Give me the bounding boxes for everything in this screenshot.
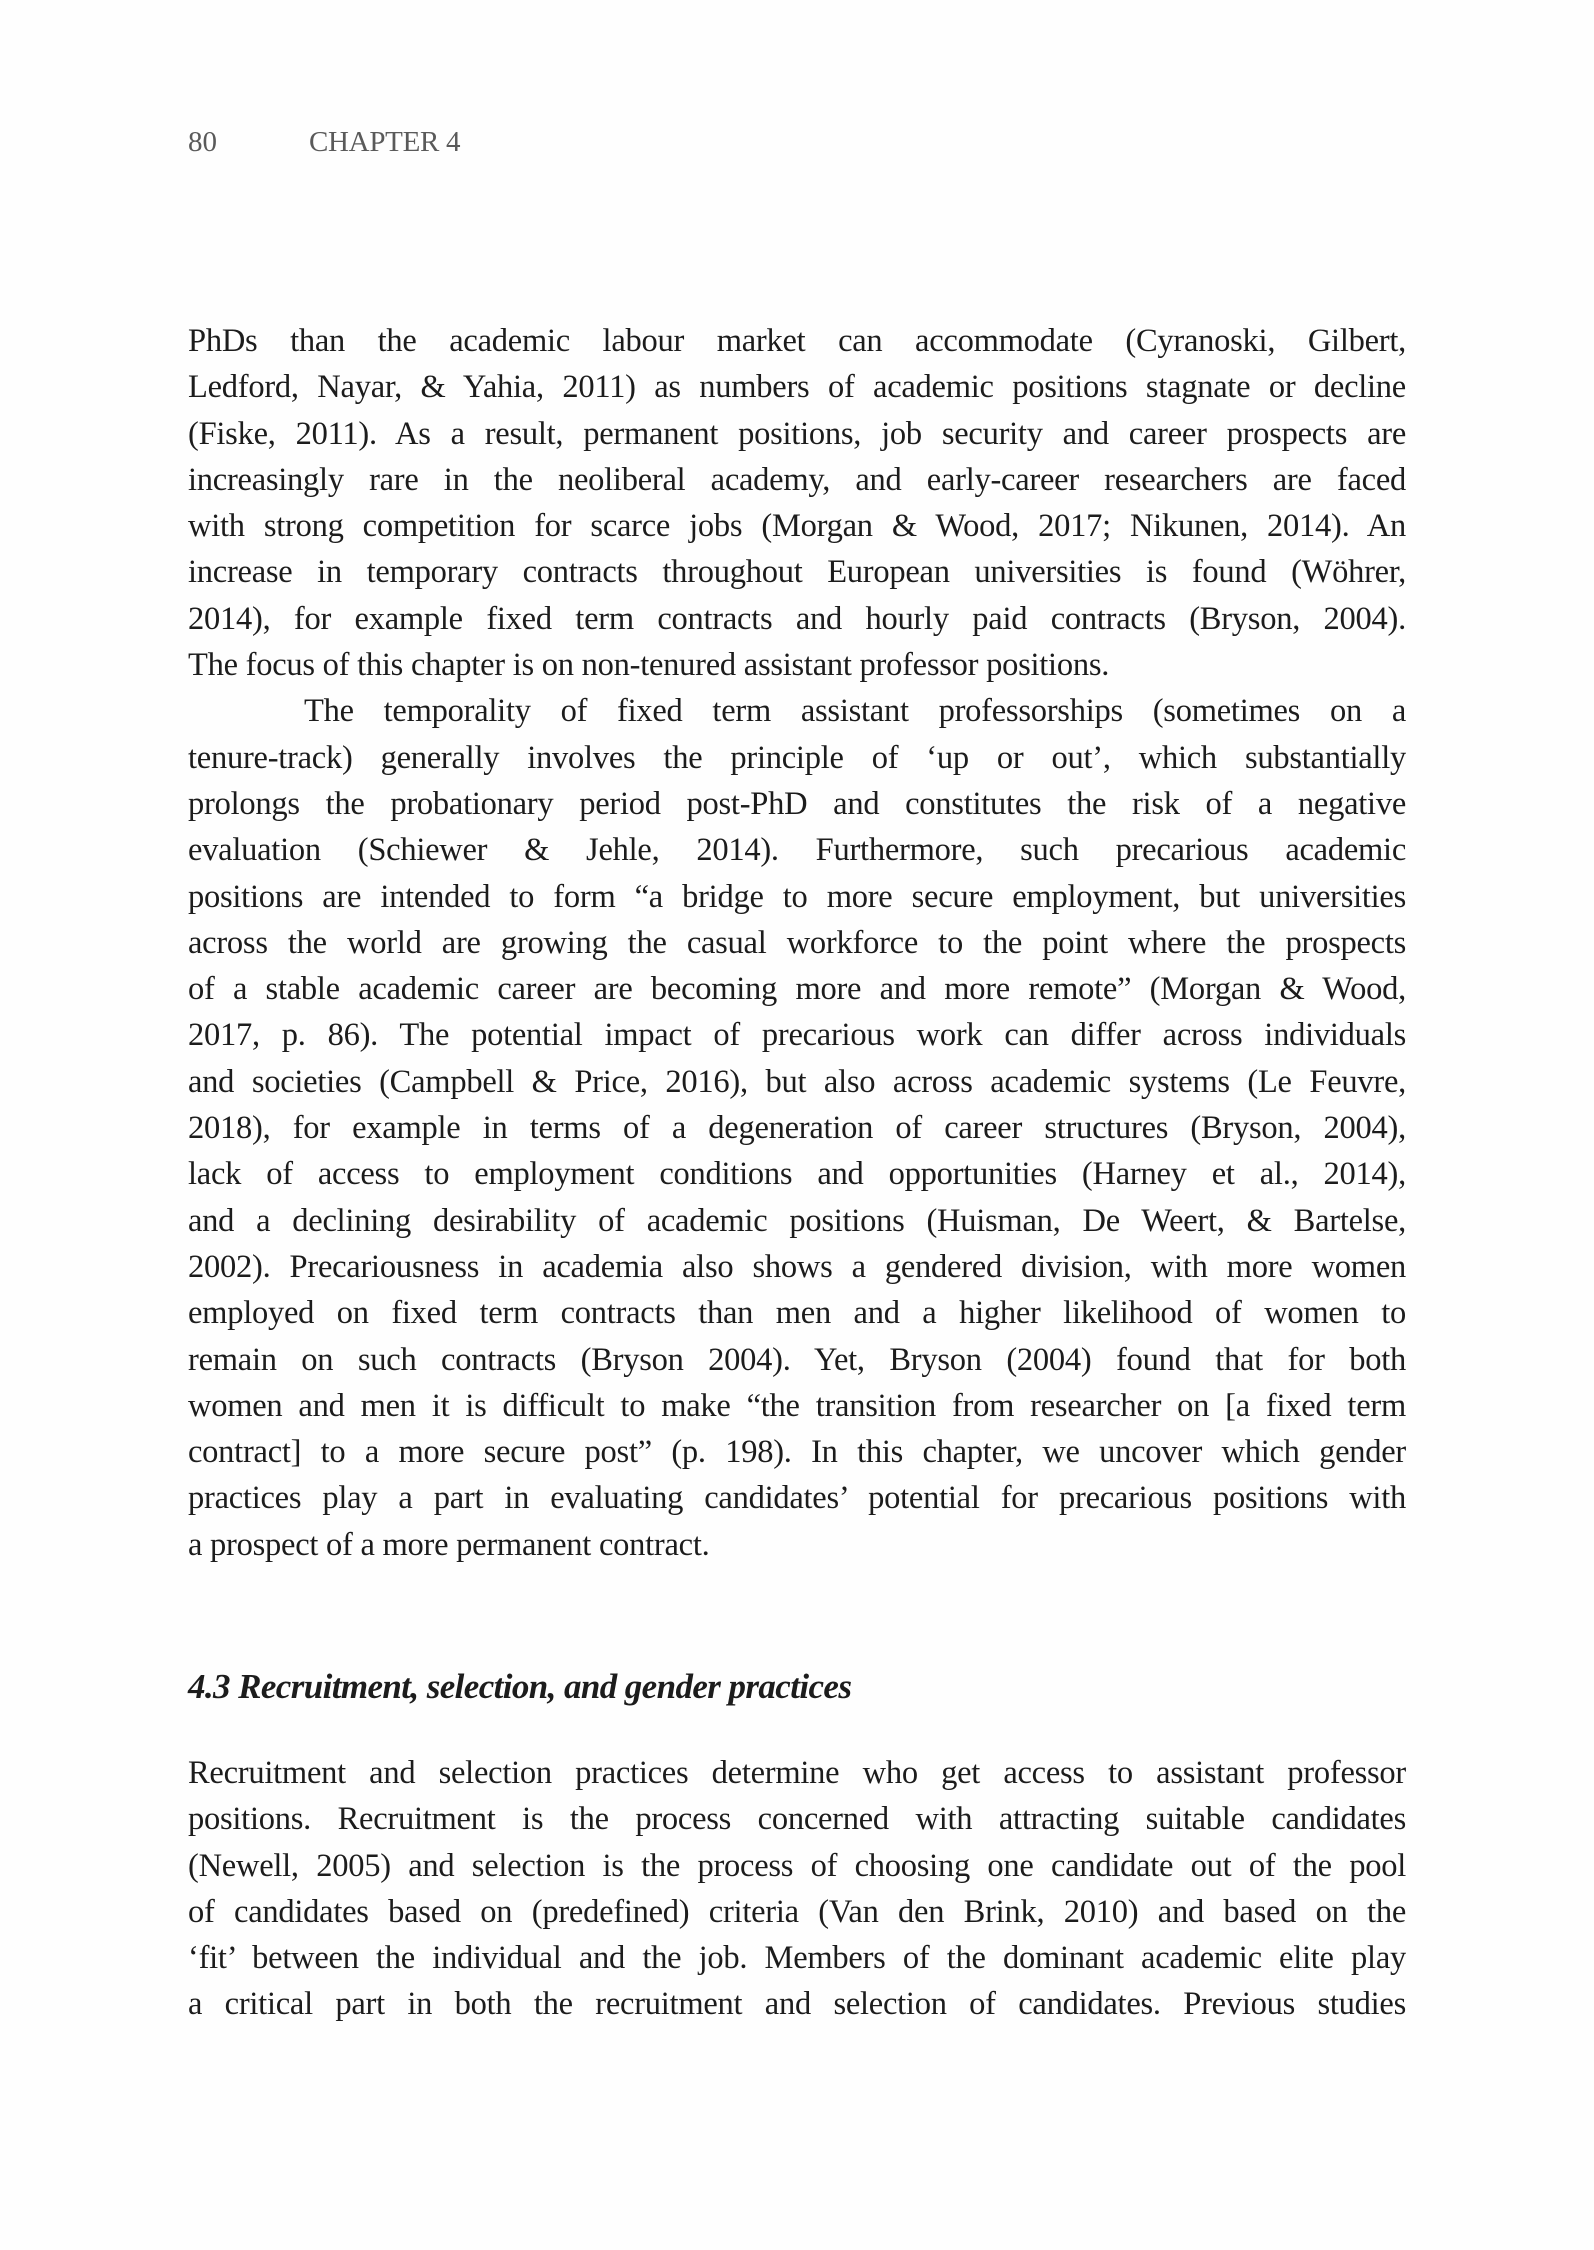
text-line: The focus of this chapter is on non-tenured assistant professor positions. [188, 647, 1110, 684]
text-line: a critical part in both the recruitment and selection of candidates. Previous studies [188, 1986, 1406, 2023]
text-line: The temporality of fixed term assistant professorships (sometimes on a [304, 693, 1406, 730]
text-line: with strong competition for scarce jobs (Morgan & Wood, 2017; Nikunen, 2014). An [188, 508, 1406, 545]
text-line: contract] to a more secure post” (p. 198). In this chapter, we uncover which gender [188, 1434, 1406, 1471]
text-line: of candidates based on (predefined) criteria (Van den Brink, 2010) and based on the [188, 1893, 1406, 1930]
text-line: positions are intended to form “a bridge to more secure employment, but universities [188, 878, 1406, 915]
text-line: tenure-track) generally involves the principle of ‘up or out’, which substantially [188, 739, 1406, 776]
paragraph-1 [188, 318, 1406, 1568]
text-line: increasingly rare in the neoliberal academy, and early-career researchers are faced [188, 461, 1406, 498]
text-line: Recruitment and selection practices determine who get access to assistant professor [188, 1755, 1406, 1791]
text-line: 2018), for example in terms of a degeneration of career structures (Bryson, 2004), [188, 1110, 1406, 1147]
text-line: remain on such contracts (Bryson 2004). Yet, Bryson (2004) found that for both [188, 1341, 1406, 1378]
text-line: 2002). Precariousness in academia also shows a gendered division, with more women [188, 1248, 1406, 1285]
text-line: of a stable academic career are becoming more and more remote” (Morgan & Wood, [188, 971, 1406, 1008]
section-heading: 4.3 Recruitment, selection, and gender practices [188, 1667, 852, 1706]
text-line: women and men it is difficult to make “the transition from researcher on [a fixed term [188, 1387, 1406, 1424]
text-line: (Fiske, 2011). As a result, permanent positions, job security and career prospects are [188, 415, 1406, 452]
text-line: employed on fixed term contracts than men and a higher likelihood of women to [188, 1295, 1406, 1332]
chapter-label: CHAPTER 4 [309, 126, 461, 158]
text-line: practices play a part in evaluating candidates’ potential for precarious positions with [188, 1480, 1406, 1517]
text-line: evaluation (Schiewer & Jehle, 2014). Furthermore, such precarious academic [188, 832, 1406, 869]
text-line: increase in temporary contracts throughout European universities is found (Wöhrer, [188, 554, 1406, 591]
text-line: a prospect of a more permanent contract. [188, 1526, 710, 1563]
text-line: ‘fit’ between the individual and the job. Members of the dominant academic elite play [188, 1940, 1406, 1977]
text-line: 2017, p. 86). The potential impact of precarious work can differ across individuals [188, 1017, 1406, 1054]
text-line: positions. Recruitment is the process concerned with attracting suitable candidates [188, 1801, 1406, 1838]
paragraph-3 [188, 1750, 1406, 2028]
text-line: 2014), for example fixed term contracts and hourly paid contracts (Bryson, 2004). [188, 600, 1406, 637]
text-line: PhDs than the academic labour market can accommodate (Cyranoski, Gilbert, [188, 323, 1406, 359]
text-line: across the world are growing the casual workforce to the point where the prospects [188, 924, 1406, 961]
text-line: and societies (Campbell & Price, 2016), but also across academic systems (Le Feuvre, [188, 1063, 1406, 1100]
text-line: and a declining desirability of academic positions (Huisman, De Weert, & Bartelse, [188, 1202, 1406, 1239]
page-number: 80 [188, 126, 217, 158]
text-line: prolongs the probationary period post-PhD and constitutes the risk of a negative [188, 785, 1406, 822]
text-line: (Newell, 2005) and selection is the process of choosing one candidate out of the pool [188, 1847, 1406, 1884]
text-line: lack of access to employment conditions and opportunities (Harney et al., 2014), [188, 1156, 1406, 1193]
text-line: Ledford, Nayar, & Yahia, 2011) as numbers of academic positions stagnate or decline [188, 369, 1406, 406]
